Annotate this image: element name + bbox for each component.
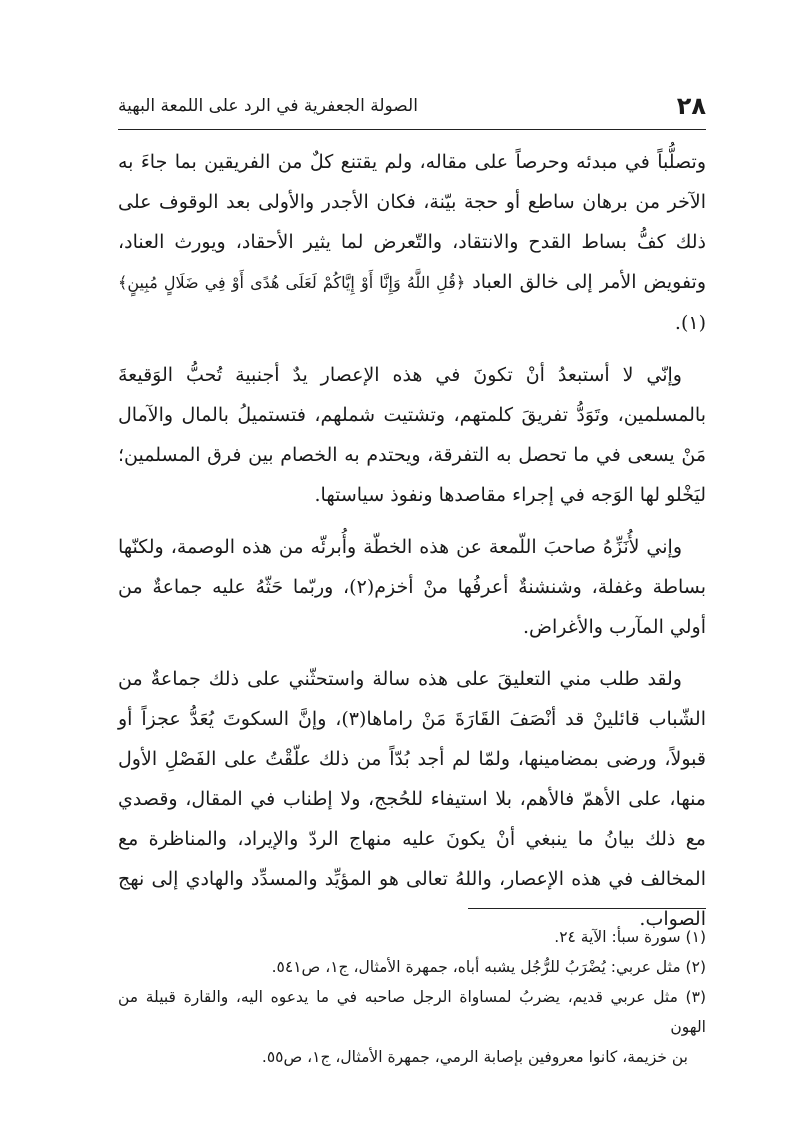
footnote-3: (٣) مثل عربي قديم، يضربُ لمساواة الرجل صاحبه في ما يدعوه اليه، والقارة قبيلة من الهون — [118, 988, 706, 1036]
footnote-separator — [468, 908, 706, 909]
paragraph-3: وإني لأُنَزِّهُ صاحبَ اللّمعة عن هذه الخطّة وأُبرئّه من هذه الوصمة، ولكنّها بساطة وغفلة، وشنشنةٌ أعرفُها منْ أخزم(٢)، وربّما حَثّهُ عليه جماعةٌ من أولي المآرب والأغراض. — [118, 536, 706, 638]
paragraph-1 — [118, 142, 706, 343]
header-rule — [118, 129, 706, 130]
footnote-ref-1: (١). — [674, 312, 706, 334]
main-text — [118, 142, 706, 951]
page-number: ٢٨ — [676, 92, 706, 120]
footnote-3-continued: بن خزيمة، كانوا معروفين بإصابة الرمي، جمهرة الأمثال، ج١، ص٥٥. — [261, 1048, 688, 1066]
footnote-2: (٢) مثل عربي: يُضْرَبُ للرُّجُل يشبه أباه، جمهرة الأمثال، ج١، ص٥٤١. — [271, 958, 706, 976]
page-header — [118, 88, 706, 130]
paragraph-2: وإنّي لا أستبعدُ أنْ تكونَ في هذه الإعصار يدٌ أجنبية تُحبُّ الوَقيعةَ بالمسلمين، وتَوَدُّ تفريقَ كلمتهم، وتشتيت شملهم، فتستميلُ بالمال والآمال مَنْ يسعى في ما تحصل به التفرقة، ويحتدم به الخصام بين فرق المسلمين؛ ليَخْلو لها الوَجه في إجراء مقاصدها ونفوذ سياستها. — [118, 364, 706, 506]
running-title: الصولة الجعفرية في الرد على اللمعة البهية — [118, 96, 418, 116]
quran-verse: ﴿قُلِ اللَّهُ وَإِنَّا أَوْ إِيَّاكُمْ لَعَلَى هُدًى أَوْ فِي ضَلَالٍ مُبِينٍ﴾ — [118, 273, 466, 292]
paragraph-4: ولقد طلب مني التعليقَ على هذه سالة واستحثّني على ذلك جماعةٌ من الشّباب قائلينْ قد أنْصَفَ القَارَةَ مَنْ راماها(٣)، وإنَّ السكوتَ يُعَدُّ عجزاً أو قبولاً، ورضى بمضامينها، ولمّا لم أجد بُدّاً من ذلك علّقْتُ على الفَصْلِ الأول منها، على الأهمّ فالأهم، بلا استيفاء للحُجج، ولا إطناب في المقال، وقصدي مع ذلك بيانُ ما ينبغي أنْ يكونَ عليه منهاج الردّ والإيراد، والمناظرة مع المخالف في هذه الإعصار، واللهُ تعالى هو المؤيِّد والمسدِّد والهادي إلى نهج الصواب. — [118, 668, 706, 930]
footnotes — [118, 922, 706, 1072]
paragraph-1-text: وتصلُّباً في مبدئه وحرصاً على مقاله، ولم يقتنع كلٌ من الفريقين بما جاءَ به الآخر من برهان ساطع أو حجة بيّنة، فكان الأجدر والأولى بعد الوقوف على ذلك كفُّ بساط القدح والانتقاد، والتّعرض لما يثير الأحقاد، ويورث العناد، وتفويض الأمر إلى خالق العباد — [118, 151, 707, 293]
footnote-1: (١) سورة سبأ: الآية ٢٤. — [554, 928, 706, 946]
